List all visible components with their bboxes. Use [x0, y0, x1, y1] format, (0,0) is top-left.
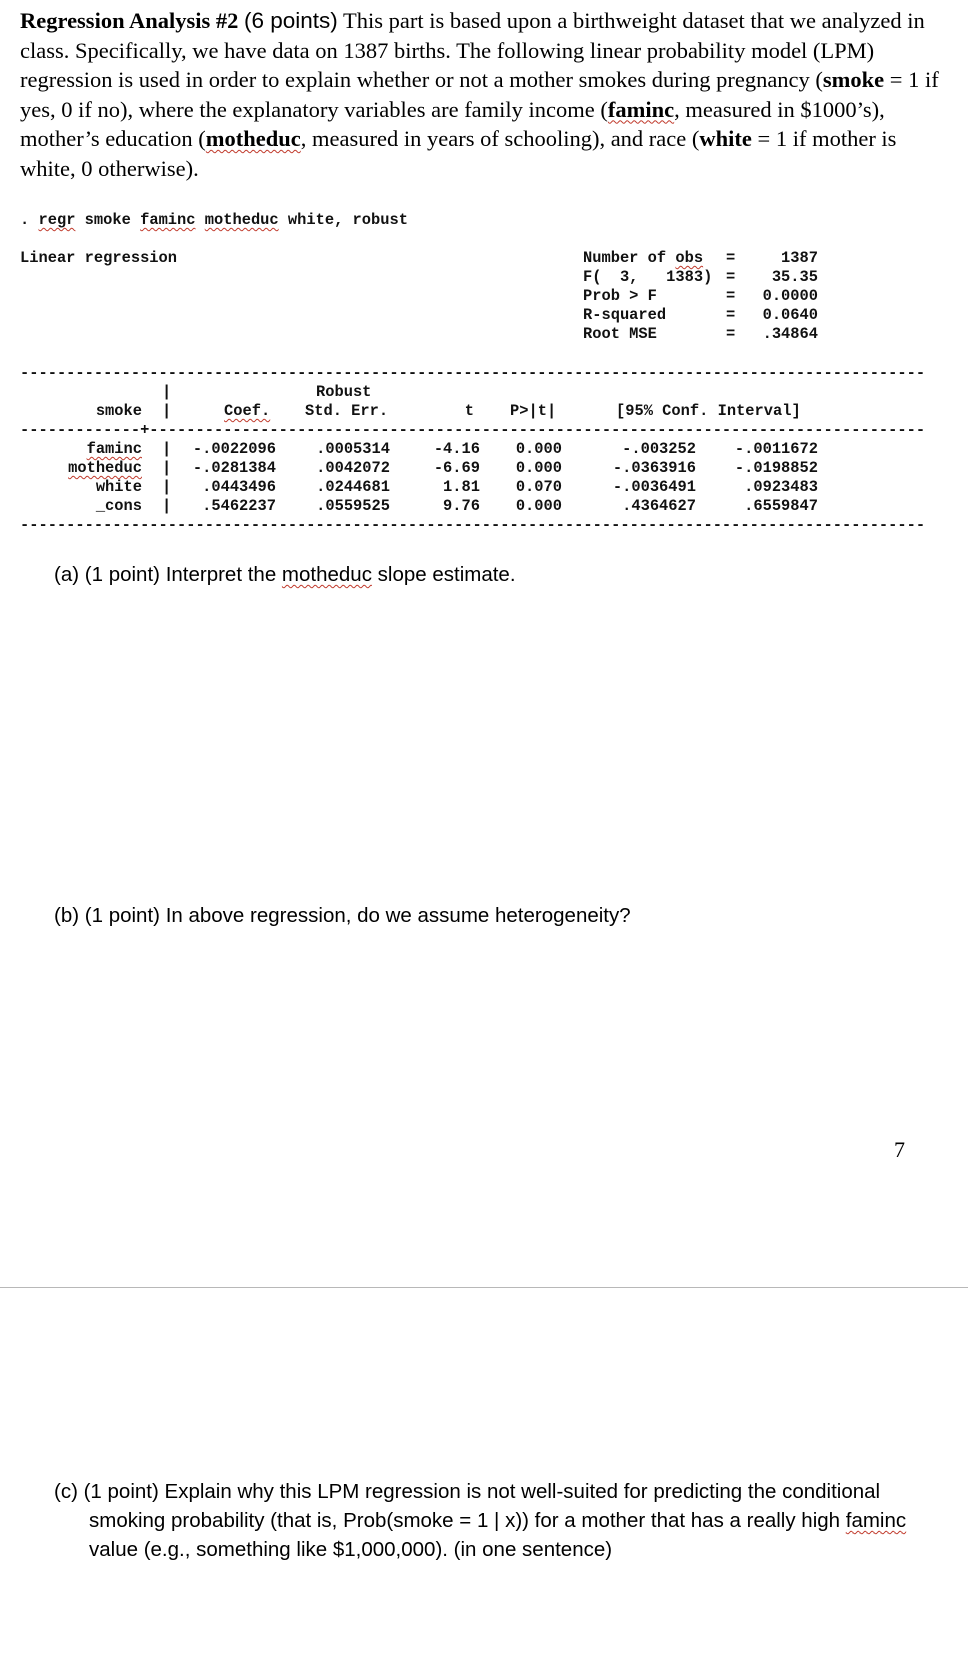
- question-a-label: (a): [54, 563, 80, 586]
- row-coef: .0443496: [202, 478, 276, 496]
- header-bar: |: [162, 383, 172, 401]
- row-se: .0005314: [316, 440, 390, 458]
- row-ci-hi: .6559847: [744, 497, 818, 515]
- var-smoke: smoke: [822, 67, 885, 92]
- row-ci-lo: -.0036491: [612, 478, 696, 496]
- stat-label-f: F( 3, 1383): [583, 268, 713, 286]
- row-ci-hi: .0923483: [744, 478, 818, 496]
- header-bar: |: [162, 402, 172, 420]
- row-var: motheduc: [68, 459, 142, 477]
- stat-value-rmse: .34864: [762, 325, 818, 343]
- question-a: (a) (1 point) Interpret the motheduc slope estimate.: [54, 563, 516, 586]
- page-divider: [0, 1287, 968, 1288]
- row-p: 0.000: [515, 497, 562, 515]
- intro-text-1: This part is based upon a birthweight dataset that we analyzed in class. Specifically, we have data on 1387 births. The following linear probability model (LPM) regression is used in order to explain whether or not a mother smokes during pregnancy (: [20, 8, 925, 92]
- table-rule-top: --------------------------------------------------------------------------------------------------: [20, 364, 926, 382]
- question-b-label: (b): [54, 904, 80, 927]
- intro-text-2: = 1 if yes, 0 if no), where the explanatory variables are family income (: [20, 67, 939, 122]
- row-t: -6.69: [433, 459, 480, 477]
- header-depvar: smoke: [95, 402, 142, 420]
- question-b-text: In above regression, do we assume heterogeneity?: [165, 904, 631, 927]
- row-var: white: [95, 478, 142, 496]
- header-stderr: Std. Err.: [305, 402, 389, 420]
- row-t: -4.16: [433, 440, 480, 458]
- table-rule-bottom: --------------------------------------------------------------------------------------------------: [20, 516, 926, 534]
- stat-eq: =: [726, 287, 736, 305]
- row-t: 9.76: [443, 497, 480, 515]
- stat-eq: =: [726, 306, 736, 324]
- section-title: Regression Analysis #2: [20, 8, 239, 33]
- row-ci-lo: -.0363916: [612, 459, 696, 477]
- intro-paragraph: [20, 6, 950, 183]
- row-coef: -.0022096: [192, 440, 276, 458]
- row-coef: .5462237: [202, 497, 276, 515]
- row-t: 1.81: [443, 478, 480, 496]
- row-ci-hi: -.0011672: [734, 440, 818, 458]
- row-ci-lo: -.003252: [622, 440, 696, 458]
- intro-text-4: , measured in years of schooling), and race (: [300, 126, 700, 151]
- stat-label-obs: Number of obs: [583, 249, 704, 267]
- row-se: .0042072: [316, 459, 390, 477]
- stat-value-r2: 0.0640: [762, 306, 818, 324]
- model-title: Linear regression: [20, 249, 178, 267]
- stat-value-f: 35.35: [771, 268, 818, 286]
- table-rule-mid: -------------+------------------------------------------------------------------------------------: [20, 421, 926, 439]
- cmd-motheduc: motheduc: [204, 211, 279, 229]
- question-c-label: (c): [54, 1480, 78, 1503]
- stat-eq: =: [726, 325, 736, 343]
- question-c: (c) (1 point) Explain why this LPM regression is not well-suited for predicting the conditional smoking probability (that is, Prob(smoke = 1 | x)) for a mother that has a really high faminc value (e.g., something like $1,000,000). (in one sentence): [54, 1480, 907, 1561]
- var-motheduc: motheduc: [205, 126, 301, 151]
- row-var: faminc: [86, 440, 142, 458]
- var-white: white: [699, 126, 752, 151]
- header-robust: Robust: [316, 383, 372, 401]
- row-p: 0.000: [515, 440, 562, 458]
- question-b: [54, 901, 914, 930]
- header-t: t: [464, 402, 474, 420]
- row-var: _cons: [95, 497, 142, 515]
- row-coef: -.0281384: [192, 459, 276, 477]
- header-p: P>|t|: [510, 402, 557, 420]
- var-faminc: faminc: [607, 96, 675, 122]
- question-b-points: (1 point): [84, 904, 160, 927]
- stat-value-prob: 0.0000: [762, 287, 818, 305]
- row-se: .0244681: [316, 478, 390, 496]
- header-coef: Coef.: [224, 402, 271, 420]
- stat-eq: =: [726, 249, 736, 267]
- intro-text-3: , measured in $1000’s), mother’s education (: [20, 96, 885, 151]
- row-ci-lo: .4364627: [622, 497, 696, 515]
- page-number: 7: [894, 1137, 905, 1162]
- row-p: 0.070: [515, 478, 562, 496]
- stat-label-prob: Prob > F: [583, 287, 657, 305]
- intro-text-5: = 1 if mother is white, 0 otherwise).: [20, 126, 897, 181]
- section-points: (6 points): [244, 8, 338, 33]
- row-se: .0559525: [316, 497, 390, 515]
- question-c-points: (1 point): [83, 1480, 159, 1503]
- cmd-faminc: faminc: [140, 211, 196, 229]
- stat-label-rmse: Root MSE: [583, 325, 657, 343]
- stat-label-r2: R-squared: [583, 306, 667, 324]
- stat-eq: =: [726, 268, 736, 286]
- question-a-term: motheduc: [281, 563, 372, 586]
- row-ci-hi: -.0198852: [734, 459, 818, 477]
- row-p: 0.000: [515, 459, 562, 477]
- stata-command: . regr smoke faminc motheduc white, robust: [20, 211, 408, 229]
- stat-value-obs: 1387: [781, 249, 818, 267]
- header-ci: [95% Conf. Interval]: [616, 402, 801, 420]
- question-a-points: (1 point): [84, 563, 160, 586]
- question-c-term: faminc: [845, 1509, 907, 1532]
- cmd-regr: regr: [38, 211, 76, 229]
